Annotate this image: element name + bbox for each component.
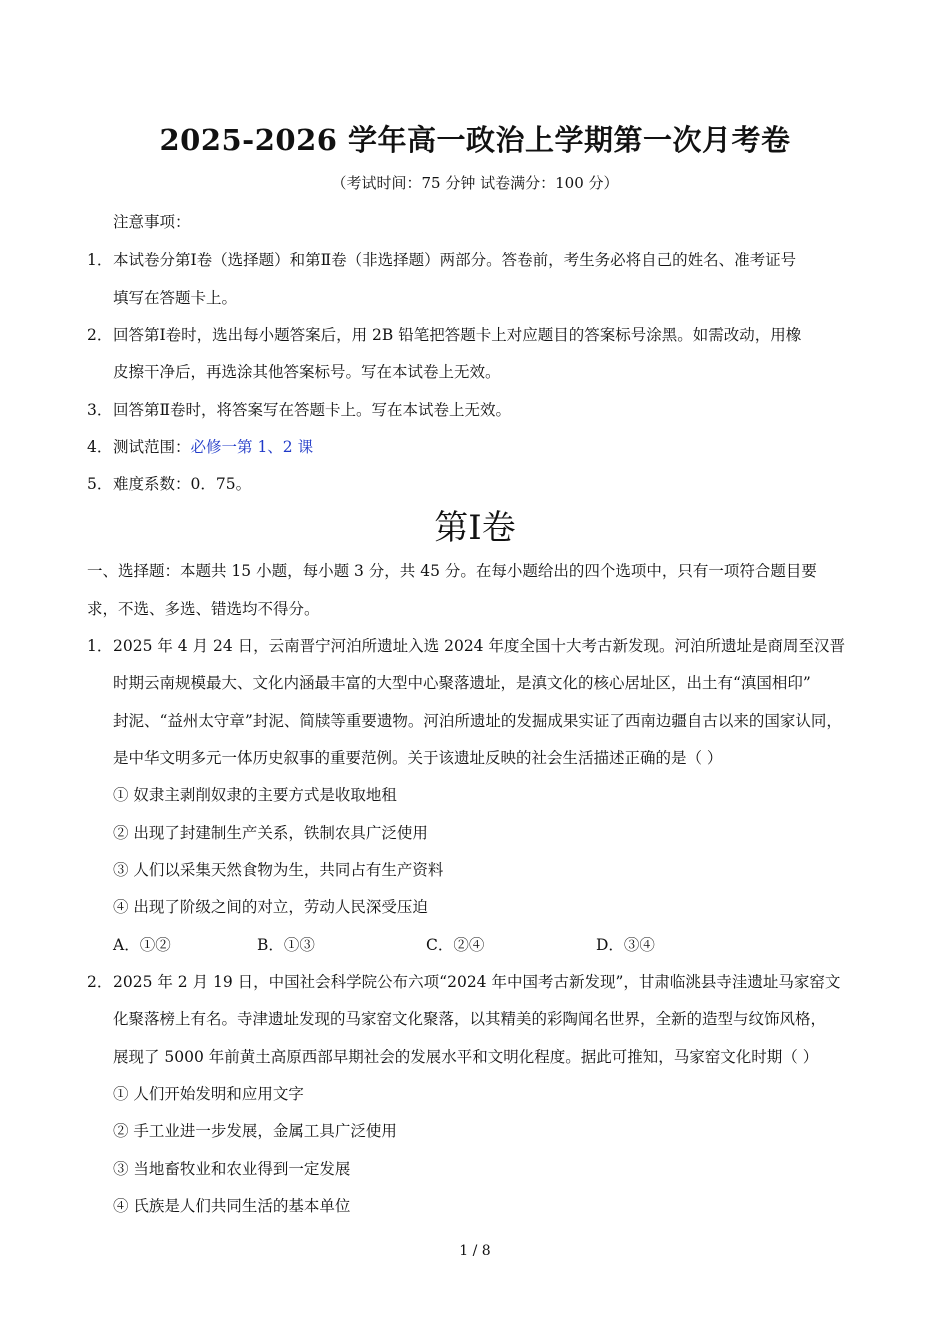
note-2 — [87, 323, 801, 345]
question-1 — [87, 634, 845, 656]
question-stem: 是中华文明多元一体历史叙事的重要范例。关于该遗址反映的社会生活描述正确的是（ ） — [113, 749, 723, 767]
page-number: 1 / 8 — [459, 1243, 491, 1259]
question-stem: 时期云南规模最大、文化内涵最丰富的大型中心聚落遗址，是滇文化的核心居址区，出土有“滇国相印” — [113, 674, 811, 692]
statement-item: ① 奴隶主剥削奴隶的主要方式是收取地租 — [113, 786, 397, 804]
test-scope: 必修一第 1、2 课 — [190, 438, 314, 456]
question-stem: 展现了 5000 年前黄土高原西部早期社会的发展水平和文明化程度。据此可推知，马家窑文化时期（ ） — [113, 1048, 819, 1066]
note-number: 5． — [87, 475, 113, 493]
notes-heading: 注意事项： — [113, 213, 191, 231]
statement-item: ③ 当地畜牧业和农业得到一定发展 — [113, 1160, 351, 1178]
note-text: 难度系数：0．75。 — [113, 475, 252, 493]
exam-subtitle: （考试时间：75 分钟 试卷满分：100 分） — [331, 174, 619, 192]
note-number: 2． — [87, 326, 113, 344]
option-c: C．②④ — [426, 936, 485, 954]
question-number: 2． — [87, 973, 113, 991]
note-number: 3． — [87, 401, 113, 419]
statement-item: ① 人们开始发明和应用文字 — [113, 1085, 304, 1103]
question-stem: 2025 年 4 月 24 日，云南晋宁河泊所遗址入选 2024 年度全国十大考古新发现。河泊所遗址是商周至汉晋 — [113, 637, 845, 655]
note-5 — [87, 472, 251, 494]
note-text: 本试卷分第Ⅰ卷（选择题）和第Ⅱ卷（非选择题）两部分。答卷前，考生务必将自己的姓名、准考证号 — [113, 251, 797, 269]
statement-item: ④ 氏族是人们共同生活的基本单位 — [113, 1197, 351, 1215]
option-d: D．③④ — [596, 936, 655, 954]
section-title: 第Ⅰ卷 — [434, 508, 516, 548]
section-instruction: 求，不选、多选、错选均不得分。 — [87, 600, 320, 618]
note-label: 测试范围： — [113, 438, 191, 456]
note-text: 回答第Ⅰ卷时，选出每小题答案后，用 2B 铅笔把答题卡上对应题目的答案标号涂黑。如需改动，用橡 — [113, 326, 802, 344]
note-number: 4． — [87, 438, 113, 456]
question-number: 1． — [87, 637, 113, 655]
option-b: B．①③ — [257, 936, 315, 954]
question-stem: 2025 年 2 月 19 日，中国社会科学院公布六项“2024 年中国考古新发现”，甘肃临洮县寺洼遗址马家窑文 — [113, 973, 841, 991]
exam-title: 2025-2026 学年高一政治上学期第一次月考卷 — [159, 123, 791, 157]
question-stem: 化聚落榜上有名。寺津遗址发现的马家窑文化聚落，以其精美的彩陶闻名世界，全新的造型与纹饰风格， — [113, 1010, 827, 1028]
note-text: 皮擦干净后，再选涂其他答案标号。写在本试卷上无效。 — [113, 363, 501, 381]
note-text: 回答第Ⅱ卷时，将答案写在答题卡上。写在本试卷上无效。 — [113, 401, 512, 419]
question-stem: 封泥、“益州太守章”封泥、简牍等重要遗物。河泊所遗址的发掘成果实证了西南边疆自古以来的国家认同， — [113, 712, 842, 730]
statement-item: ③ 人们以采集天然食物为生，共同占有生产资料 — [113, 861, 444, 879]
note-4 — [87, 435, 313, 457]
statement-item: ④ 出现了阶级之间的对立，劳动人民深受压迫 — [113, 898, 428, 916]
section-instruction: 一、选择题：本题共 15 小题，每小题 3 分，共 45 分。在每小题给出的四个选项中，只有一项符合题目要 — [87, 562, 817, 580]
note-1 — [87, 248, 796, 270]
statement-item: ② 出现了封建制生产关系，铁制农具广泛使用 — [113, 824, 428, 842]
statement-item: ② 手工业进一步发展，金属工具广泛使用 — [113, 1122, 397, 1140]
note-text: 填写在答题卡上。 — [113, 289, 238, 307]
note-3 — [87, 398, 511, 420]
note-number: 1． — [87, 251, 113, 269]
option-a: A．①② — [113, 936, 171, 954]
question-2 — [87, 970, 840, 992]
